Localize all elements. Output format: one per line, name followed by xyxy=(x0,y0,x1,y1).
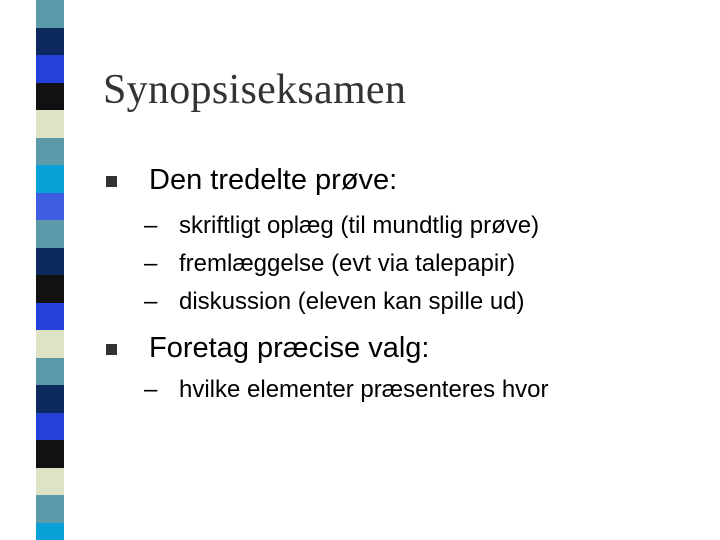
stripe-block xyxy=(36,248,64,276)
slide-title: Synopsiseksamen xyxy=(103,67,407,113)
stripe-block xyxy=(36,165,64,193)
stripe-block xyxy=(36,523,64,540)
dash-icon: – xyxy=(144,212,158,239)
stripe-block xyxy=(36,330,64,358)
bullet-square-icon xyxy=(106,344,117,355)
sub-item-1-3: diskussion (eleven kan spille ud) xyxy=(179,288,525,315)
stripe-block xyxy=(36,495,64,523)
sub-item-2-1: hvilke elementer præsenteres hvor xyxy=(179,376,549,403)
stripe-block xyxy=(36,0,64,28)
stripe-block xyxy=(36,303,64,331)
sub-item-1-2: fremlæggelse (evt via talepapir) xyxy=(179,250,516,277)
stripe-block xyxy=(36,193,64,221)
stripe-block xyxy=(36,55,64,83)
decorative-stripe xyxy=(36,0,64,540)
bullet-item-2: Foretag præcise valg: xyxy=(149,332,430,364)
stripe-block xyxy=(36,220,64,248)
dash-icon: – xyxy=(144,250,158,277)
stripe-block xyxy=(36,83,64,111)
stripe-block xyxy=(36,275,64,303)
sub-item-1-1: skriftligt oplæg (til mundtlig prøve) xyxy=(179,212,540,239)
dash-icon: – xyxy=(144,376,158,403)
bullet-item-1: Den tredelte prøve: xyxy=(149,164,398,196)
bullet-square-icon xyxy=(106,176,117,187)
stripe-block xyxy=(36,28,64,56)
stripe-block xyxy=(36,110,64,138)
stripe-block xyxy=(36,468,64,496)
dash-icon: – xyxy=(144,288,158,315)
stripe-block xyxy=(36,413,64,441)
stripe-block xyxy=(36,440,64,468)
stripe-block xyxy=(36,385,64,413)
stripe-block xyxy=(36,358,64,386)
stripe-block xyxy=(36,138,64,166)
